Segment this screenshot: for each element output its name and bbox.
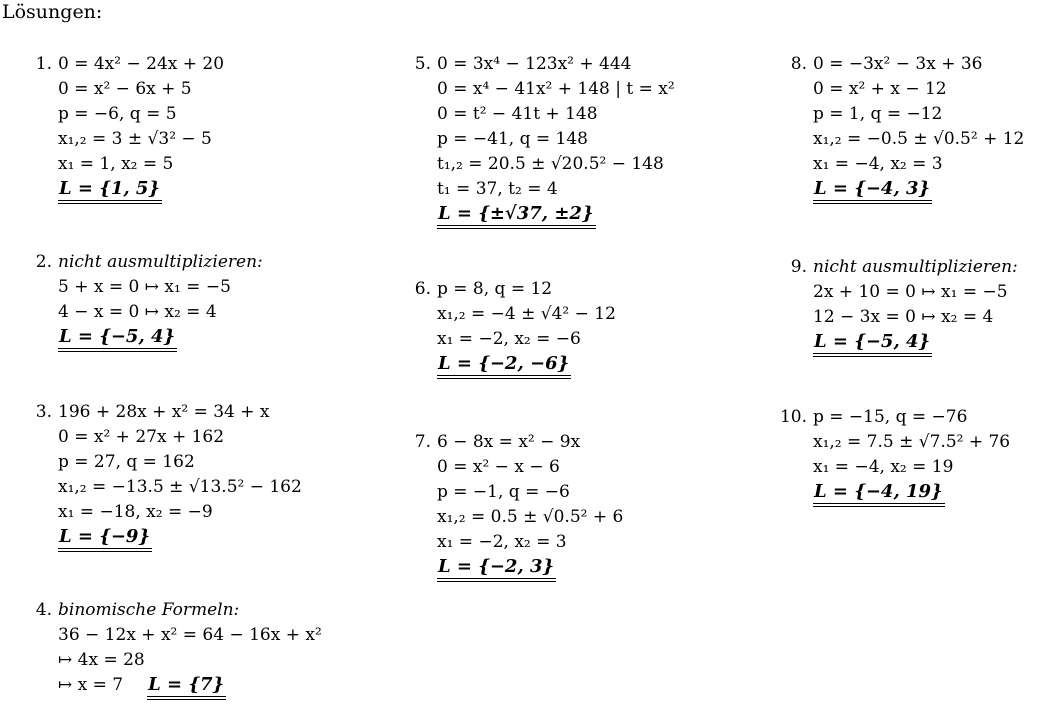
solution-line: x₁,₂ = −0.5 ± √0.5² + 12 [813, 129, 1025, 149]
solution-result: L = {−4, 3} [813, 179, 932, 204]
solution-line: 0 = x² − 6x + 5 [58, 79, 192, 99]
solution-line: 12 − 3x = 0 ↦ x₂ = 4 [813, 307, 994, 327]
solution-line: ↦ x = 7 [58, 675, 124, 695]
solution-line: p = −41, q = 148 [437, 129, 588, 149]
solution-line: 2x + 10 = 0 ↦ x₁ = −5 [813, 282, 1008, 302]
solution-result: L = {1, 5} [58, 179, 162, 204]
solution-line: 0 = x² − x − 6 [437, 457, 560, 477]
solution-line: 0 = x⁴ − 41x² + 148 | t = x² [437, 79, 675, 99]
solution-line: t₁ = 37, t₂ = 4 [437, 179, 558, 199]
solution-line: x₁ = −2, x₂ = 3 [437, 532, 567, 552]
solution-line: p = −15, q = −76 [813, 407, 968, 427]
solution-line: x₁,₂ = 0.5 ± √0.5² + 6 [437, 507, 624, 527]
solution-result: L = {−2, −6} [437, 354, 571, 379]
solution-number: 10. [779, 407, 807, 427]
solution-line: 0 = −3x² − 3x + 36 [813, 54, 983, 74]
solution-line: p = 1, q = −12 [813, 104, 943, 124]
solution-result: L = {−5, 4} [58, 327, 177, 352]
solution-number: 8. [790, 54, 807, 74]
solution-note: nicht ausmultiplizieren: [813, 257, 1018, 277]
solution-line: x₁,₂ = −4 ± √4² − 12 [437, 304, 616, 324]
solution-number: 2. [35, 252, 52, 272]
solution-line: 4 − x = 0 ↦ x₂ = 4 [58, 302, 217, 322]
solution-line: x₁ = −4, x₂ = 3 [813, 154, 943, 174]
solution-line: 6 − 8x = x² − 9x [437, 432, 581, 452]
solution-number: 6. [414, 279, 431, 299]
solution-line: ↦ 4x = 28 [58, 650, 145, 670]
solution-number: 7. [414, 432, 431, 452]
solution-line: 196 + 28x + x² = 34 + x [58, 402, 270, 422]
solution-result: L = {−5, 4} [813, 332, 932, 357]
solution-note: nicht ausmultiplizieren: [58, 252, 263, 272]
solution-result: L = {−9} [58, 527, 152, 552]
solution-line: 0 = x² + x − 12 [813, 79, 947, 99]
solution-number: 1. [35, 54, 52, 74]
solution-line: 0 = x² + 27x + 162 [58, 427, 225, 447]
solution-line: 5 + x = 0 ↦ x₁ = −5 [58, 277, 231, 297]
solution-result: L = {−4, 19} [813, 482, 945, 507]
solution-line: 0 = 4x² − 24x + 20 [58, 54, 225, 74]
solution-line: x₁,₂ = 7.5 ± √7.5² + 76 [813, 432, 1011, 452]
solution-number: 5. [414, 54, 431, 74]
solution-line: p = 8, q = 12 [437, 279, 553, 299]
solution-line: x₁,₂ = −13.5 ± √13.5² − 162 [58, 477, 302, 497]
solution-line: x₁ = −4, x₂ = 19 [813, 457, 954, 477]
solution-line: 0 = t² − 41t + 148 [437, 104, 598, 124]
solution-line: x₁,₂ = 3 ± √3² − 5 [58, 129, 212, 149]
solution-result: L = {7} [147, 675, 226, 700]
solution-line: 0 = 3x⁴ − 123x² + 444 [437, 54, 632, 74]
solution-note: binomische Formeln: [58, 600, 240, 620]
solution-line: p = −6, q = 5 [58, 104, 177, 124]
solution-number: 4. [35, 600, 52, 620]
solution-result: L = {±√37, ±2} [437, 204, 596, 229]
solution-line: x₁ = −2, x₂ = −6 [437, 329, 581, 349]
solution-number: 9. [790, 257, 807, 277]
page-title: Lösungen: [2, 1, 103, 23]
solution-line: 36 − 12x + x² = 64 − 16x + x² [58, 625, 322, 645]
solution-line: t₁,₂ = 20.5 ± √20.5² − 148 [437, 154, 664, 174]
solution-line: x₁ = 1, x₂ = 5 [58, 154, 174, 174]
solution-number: 3. [35, 402, 52, 422]
solution-line: p = 27, q = 162 [58, 452, 195, 472]
solution-line: p = −1, q = −6 [437, 482, 570, 502]
solution-result: L = {−2, 3} [437, 557, 556, 582]
solution-line: x₁ = −18, x₂ = −9 [58, 502, 213, 522]
